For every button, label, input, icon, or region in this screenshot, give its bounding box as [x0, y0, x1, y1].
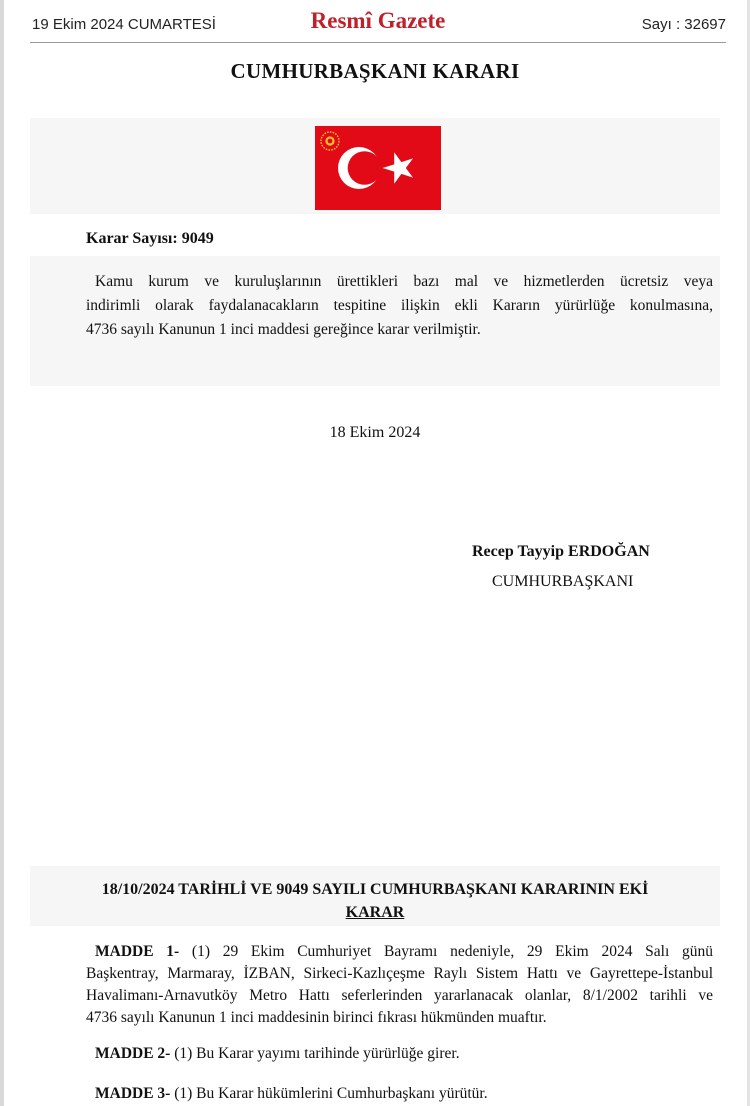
article-3-label: MADDE 3-	[95, 1085, 171, 1102]
page-edge-left	[0, 0, 4, 1106]
article-1-line: 4736 sayılı Kanunun 1 inci maddesinin birinci fıkrası hükmünden muaftır.	[86, 1009, 547, 1026]
signature-date: 18 Ekim 2024	[329, 424, 421, 441]
header-issue-number: Sayı : 32697	[641, 16, 726, 33]
article-1-label: MADDE 1-	[95, 943, 180, 960]
article-3-text: (1) Bu Karar hükümlerini Cumhurbaşkanı yürütür.	[174, 1085, 488, 1102]
annex-title-line: 18/10/2024 TARİHLİ VE 9049 SAYILI CUMHURBAŞKANI KARARININ EKİ	[101, 881, 649, 898]
signer-name: Recep Tayyip ERDOĞAN	[472, 543, 650, 560]
article-3	[86, 1083, 713, 1105]
annex-title	[40, 878, 710, 924]
gazette-title: Resmî Gazete	[310, 8, 446, 33]
article-1	[86, 941, 713, 1029]
signer-title: CUMHURBAŞKANI	[492, 573, 634, 590]
article-1-line: Başkentray, Marmaray, İZBAN, Sirkeci-Kazlıçeşme Raylı Sistem Hattı ve Gayrettepe-İstanbul	[86, 965, 713, 982]
intro-line: Kamu kurum ve kuruluşlarının ürettikleri bazı mal ve hizmetlerden ücretsiz veya	[95, 273, 713, 290]
annex-title-karar: KARAR	[345, 904, 405, 921]
article-2-text: (1) Bu Karar yayımı tarihinde yürürlüğe girer.	[174, 1045, 460, 1062]
article-1-text: (1) 29 Ekim Cumhuriyet Bayramı nedeniyle, 29 Ekim 2024 Salı günü	[191, 943, 713, 960]
article-2-label: MADDE 2-	[95, 1045, 171, 1062]
article-1-first-line	[86, 941, 713, 963]
decree-number: Karar Sayısı: 9049	[86, 230, 214, 247]
intro-line: 4736 sayılı Kanunun 1 inci maddesi gereğince karar verilmiştir.	[86, 321, 481, 338]
intro-paragraph	[86, 270, 713, 342]
document-title: CUMHURBAŞKANI KARARI	[230, 59, 520, 83]
article-3-line	[86, 1083, 713, 1105]
article-2-line	[86, 1043, 713, 1065]
gazette-header	[30, 8, 726, 40]
turkish-flag-icon	[315, 126, 441, 210]
header-divider	[30, 42, 726, 43]
intro-line: indirimli olarak faydalanacakların tespitine ilişkin ekli Kararın yürürlüğe konulmasına,	[86, 297, 713, 314]
header-date: 19 Ekim 2024 CUMARTESİ	[32, 16, 216, 33]
flag-graphic	[315, 126, 441, 210]
article-1-line: Havalimanı-Arnavutköy Metro Hattı seferlerinden yararlanacak olanlar, 8/1/2002 tarihli ve	[86, 987, 713, 1004]
article-2	[86, 1043, 713, 1065]
